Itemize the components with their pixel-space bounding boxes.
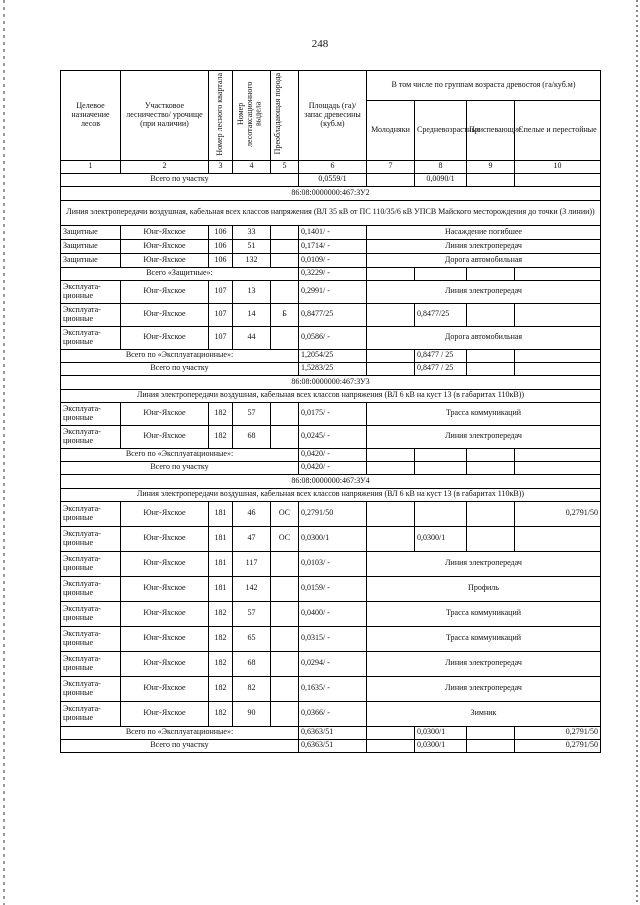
cell-quarter: 181 xyxy=(209,551,233,576)
cell-forestry: Юнг-Яхское xyxy=(121,326,209,349)
table-row xyxy=(61,402,601,425)
subtotal-area: 0,3229/ - xyxy=(299,267,367,280)
cell-forestry: Юнг-Яхское xyxy=(121,601,209,626)
cell-forestry: Юнг-Яхское xyxy=(121,551,209,576)
cell-forestry: Юнг-Яхское xyxy=(121,425,209,448)
header-quarter-text: Номер лесного квартала xyxy=(215,72,225,156)
total-label: Всего по участку xyxy=(61,173,299,186)
table-header-row xyxy=(61,71,601,101)
plot-total-row xyxy=(61,739,601,752)
cell-forestry: Юнг-Яхское xyxy=(121,239,209,253)
cell-forestry: Юнг-Яхское xyxy=(121,225,209,239)
plot-total-row xyxy=(61,461,601,474)
column-numbers-row xyxy=(61,160,601,173)
column-number: 5 xyxy=(271,160,299,173)
cell-unit: 57 xyxy=(233,402,271,425)
plot-id-row xyxy=(61,375,601,389)
cell-note: Линия электропередач xyxy=(367,239,601,253)
cell-unit: 46 xyxy=(233,501,271,526)
column-number: 1 xyxy=(61,160,121,173)
cell-unit: 68 xyxy=(233,651,271,676)
cell-purpose: Эксплуата-ционные xyxy=(61,701,121,726)
forest-register-table xyxy=(60,70,601,753)
cell-species xyxy=(271,239,299,253)
column-number: 8 xyxy=(415,160,467,173)
cell-purpose: Эксплуата-ционные xyxy=(61,326,121,349)
cell-quarter: 181 xyxy=(209,501,233,526)
header-quarter xyxy=(209,71,233,161)
cell-area: 0,0400/ - xyxy=(299,601,367,626)
table-row xyxy=(61,225,601,239)
cell-area: 0,0366/ - xyxy=(299,701,367,726)
cell-forestry: Юнг-Яхское xyxy=(121,626,209,651)
cell-species xyxy=(271,253,299,267)
cell-area: 0,1635/ - xyxy=(299,676,367,701)
cell-note: Зимник xyxy=(367,701,601,726)
scan-edge-right xyxy=(636,0,638,905)
subtotal-middle-aged: 0,0300/1 xyxy=(415,726,467,739)
table-row xyxy=(61,701,601,726)
table-row xyxy=(61,280,601,303)
cell-purpose: Эксплуата-ционные xyxy=(61,526,121,551)
cell-unit: 13 xyxy=(233,280,271,303)
plot-id: 86:08:0000000:467:ЗУ4 xyxy=(61,474,601,488)
table-row xyxy=(61,526,601,551)
cell-purpose: Эксплуата-ционные xyxy=(61,576,121,601)
header-age-groups: В том числе по группам возраста древостоя (га/куб.м) xyxy=(367,71,601,101)
cell-unit: 14 xyxy=(233,303,271,326)
cell-purpose: Защитные xyxy=(61,253,121,267)
cell-species xyxy=(271,551,299,576)
header-forestry: Участковое лесничество/ урочище (при наличии) xyxy=(121,71,209,161)
cell-purpose: Защитные xyxy=(61,239,121,253)
total-label: Всего по участку xyxy=(61,739,299,752)
header-young: Молодняки xyxy=(367,100,415,160)
cell-forestry: Юнг-Яхское xyxy=(121,676,209,701)
cell-unit: 132 xyxy=(233,253,271,267)
header-species-text: Преобладающая порода xyxy=(272,73,282,155)
cell-purpose: Эксплуата-ционные xyxy=(61,551,121,576)
cell-species: ОС xyxy=(271,501,299,526)
cell-species xyxy=(271,651,299,676)
subtotal-row xyxy=(61,349,601,362)
header-mature: Спелые и перестойные xyxy=(515,100,601,160)
plot-description-row xyxy=(61,389,601,402)
subtotal-label: Всего по «Эксплуатационные»: xyxy=(61,726,299,739)
cell-species xyxy=(271,425,299,448)
total-area: 0,0420/ - xyxy=(299,461,367,474)
cell-area: 0,0103/ - xyxy=(299,551,367,576)
table-row xyxy=(61,651,601,676)
header-area: Площадь (га)/запас древесины (куб.м) xyxy=(299,71,367,161)
table-row xyxy=(61,626,601,651)
cell-forestry: Юнг-Яхское xyxy=(121,280,209,303)
cell-forestry: Юнг-Яхское xyxy=(121,651,209,676)
table-row xyxy=(61,601,601,626)
cell-quarter: 107 xyxy=(209,280,233,303)
subtotal-label: Всего по «Эксплуатационные»: xyxy=(61,448,299,461)
cell-unit: 68 xyxy=(233,425,271,448)
total-area: 0,6363/51 xyxy=(299,739,367,752)
cell-unit: 44 xyxy=(233,326,271,349)
cell-note: Дорога автомобильная xyxy=(367,326,601,349)
cell-area: 0,0315/ - xyxy=(299,626,367,651)
top-total-row xyxy=(61,173,601,186)
table-row xyxy=(61,303,601,326)
total-label: Всего по участку xyxy=(61,461,299,474)
subtotal-area: 1,2054/25 xyxy=(299,349,367,362)
header-purpose: Целевое назначение лесов xyxy=(61,71,121,161)
cell-species: ОС xyxy=(271,526,299,551)
table-row xyxy=(61,253,601,267)
plot-description: Линия электропередачи воздушная, кабельная всех классов напряжения (ВЛ 6 кВ на куст 13 (в габаритах 110кВ)) xyxy=(61,389,601,402)
total-middle-aged: 0,0090/1 xyxy=(415,173,467,186)
cell-purpose: Эксплуата-ционные xyxy=(61,280,121,303)
subtotal-label: Всего «Защитные»: xyxy=(61,267,299,280)
cell-area: 0,0159/ - xyxy=(299,576,367,601)
cell-forestry: Юнг-Яхское xyxy=(121,526,209,551)
total-middle-aged: 0,0300/1 xyxy=(415,739,467,752)
cell-forestry: Юнг-Яхское xyxy=(121,701,209,726)
cell-note: Трасса коммуникаций xyxy=(367,626,601,651)
table-row xyxy=(61,551,601,576)
column-number: 9 xyxy=(467,160,515,173)
cell-unit: 82 xyxy=(233,676,271,701)
table-row xyxy=(61,501,601,526)
cell-unit: 51 xyxy=(233,239,271,253)
header-species xyxy=(271,71,299,161)
cell-mature: 0,2791/50 xyxy=(515,501,601,526)
cell-quarter: 106 xyxy=(209,253,233,267)
cell-note: Трасса коммуникаций xyxy=(367,402,601,425)
cell-species xyxy=(271,676,299,701)
cell-quarter: 182 xyxy=(209,626,233,651)
cell-note: Линия электропередач xyxy=(367,425,601,448)
header-unit-text: Номер лесотаксационного выдела xyxy=(235,81,263,147)
cell-area: 0,2791/50 xyxy=(299,501,367,526)
plot-description: Линия электропередачи воздушная, кабельная всех классов напряжения (ВЛ 6 кВ на куст 13 (в габаритах 110кВ)) xyxy=(61,488,601,501)
cell-note: Насаждение погибшее xyxy=(367,225,601,239)
cell-species xyxy=(271,601,299,626)
subtotal-label: Всего по «Эксплуатационные»: xyxy=(61,349,299,362)
plot-description-row xyxy=(61,200,601,225)
cell-quarter: 107 xyxy=(209,326,233,349)
cell-species xyxy=(271,576,299,601)
cell-quarter: 182 xyxy=(209,701,233,726)
total-middle-aged: 0,8477 / 25 xyxy=(415,362,467,375)
plot-id-row xyxy=(61,186,601,200)
cell-purpose: Эксплуата-ционные xyxy=(61,626,121,651)
cell-unit: 90 xyxy=(233,701,271,726)
column-number: 3 xyxy=(209,160,233,173)
cell-species xyxy=(271,326,299,349)
plot-id: 86:08:0000000:467:ЗУ3 xyxy=(61,375,601,389)
header-unit xyxy=(233,71,271,161)
cell-purpose: Защитные xyxy=(61,225,121,239)
cell-area: 0,0294/ - xyxy=(299,651,367,676)
table-row xyxy=(61,326,601,349)
cell-area: 0,0300/1 xyxy=(299,526,367,551)
cell-quarter: 181 xyxy=(209,526,233,551)
subtotal-row xyxy=(61,726,601,739)
subtotal-row xyxy=(61,448,601,461)
total-label: Всего по участку xyxy=(61,362,299,375)
cell-purpose: Эксплуата-ционные xyxy=(61,303,121,326)
page-number: 248 xyxy=(311,38,329,50)
scan-edge-left xyxy=(3,0,5,905)
cell-middle-aged: 0,0300/1 xyxy=(415,526,467,551)
table-row xyxy=(61,576,601,601)
cell-purpose: Эксплуата-ционные xyxy=(61,501,121,526)
cell-area: 0,1401/ - xyxy=(299,225,367,239)
cell-forestry: Юнг-Яхское xyxy=(121,402,209,425)
total-area: 1,5283/25 xyxy=(299,362,367,375)
cell-purpose: Эксплуата-ционные xyxy=(61,601,121,626)
cell-forestry: Юнг-Яхское xyxy=(121,303,209,326)
cell-note: Линия электропередач xyxy=(367,676,601,701)
cell-note: Линия электропередач xyxy=(367,280,601,303)
cell-area: 0,0175/ - xyxy=(299,402,367,425)
cell-species xyxy=(271,280,299,303)
plot-description-row xyxy=(61,488,601,501)
cell-note: Трасса коммуникаций xyxy=(367,601,601,626)
total-mature: 0,2791/50 xyxy=(515,739,601,752)
table-row xyxy=(61,239,601,253)
cell-quarter: 182 xyxy=(209,676,233,701)
table-row xyxy=(61,676,601,701)
cell-unit: 142 xyxy=(233,576,271,601)
cell-unit: 47 xyxy=(233,526,271,551)
cell-note: Линия электропередач xyxy=(367,551,601,576)
cell-forestry: Юнг-Яхское xyxy=(121,576,209,601)
cell-purpose: Эксплуата-ционные xyxy=(61,676,121,701)
cell-area: 0,1714/ - xyxy=(299,239,367,253)
cell-quarter: 182 xyxy=(209,601,233,626)
cell-quarter: 106 xyxy=(209,239,233,253)
cell-species xyxy=(271,225,299,239)
header-middle-aged: Средневозрастные xyxy=(415,100,467,160)
cell-area: 0,0586/ - xyxy=(299,326,367,349)
column-number: 4 xyxy=(233,160,271,173)
column-number: 7 xyxy=(367,160,415,173)
cell-note: Линия электропередач xyxy=(367,651,601,676)
cell-species xyxy=(271,701,299,726)
cell-quarter: 181 xyxy=(209,576,233,601)
cell-unit: 65 xyxy=(233,626,271,651)
cell-note: Профиль xyxy=(367,576,601,601)
subtotal-middle-aged: 0,8477 / 25 xyxy=(415,349,467,362)
cell-species xyxy=(271,626,299,651)
header-maturing: Приспевающие xyxy=(467,100,515,160)
subtotal-area: 0,0420/ - xyxy=(299,448,367,461)
cell-quarter: 182 xyxy=(209,425,233,448)
cell-quarter: 182 xyxy=(209,651,233,676)
cell-note: Дорога автомобильная xyxy=(367,253,601,267)
cell-forestry: Юнг-Яхское xyxy=(121,253,209,267)
cell-area: 0,0245/ - xyxy=(299,425,367,448)
cell-unit: 57 xyxy=(233,601,271,626)
cell-quarter: 106 xyxy=(209,225,233,239)
cell-unit: 117 xyxy=(233,551,271,576)
table-row xyxy=(61,425,601,448)
cell-area: 0,0109/ - xyxy=(299,253,367,267)
column-number: 2 xyxy=(121,160,209,173)
cell-species xyxy=(271,402,299,425)
plot-id: 86:08:0000000:467:ЗУ2 xyxy=(61,186,601,200)
cell-species: Б xyxy=(271,303,299,326)
cell-purpose: Эксплуата-ционные xyxy=(61,402,121,425)
cell-unit: 33 xyxy=(233,225,271,239)
cell-quarter: 182 xyxy=(209,402,233,425)
plot-id-row xyxy=(61,474,601,488)
subtotal-mature: 0,2791/50 xyxy=(515,726,601,739)
cell-quarter: 107 xyxy=(209,303,233,326)
cell-purpose: Эксплуата-ционные xyxy=(61,651,121,676)
column-number: 10 xyxy=(515,160,601,173)
column-number: 6 xyxy=(299,160,367,173)
cell-area: 0,2991/ - xyxy=(299,280,367,303)
total-area: 0,0559/1 xyxy=(299,173,367,186)
cell-middle-aged: 0,8477/25 xyxy=(415,303,467,326)
cell-area: 0,8477/25 xyxy=(299,303,367,326)
subtotal-row xyxy=(61,267,601,280)
plot-total-row xyxy=(61,362,601,375)
cell-purpose: Эксплуата-ционные xyxy=(61,425,121,448)
plot-description: Линия электропередачи воздушная, кабельная всех классов напряжения (ВЛ 35 кВ от ПС 110/35/6 кВ УПСВ Майского месторождения до точки (3 линии)) xyxy=(61,200,601,225)
cell-forestry: Юнг-Яхское xyxy=(121,501,209,526)
subtotal-area: 0,6363/51 xyxy=(299,726,367,739)
